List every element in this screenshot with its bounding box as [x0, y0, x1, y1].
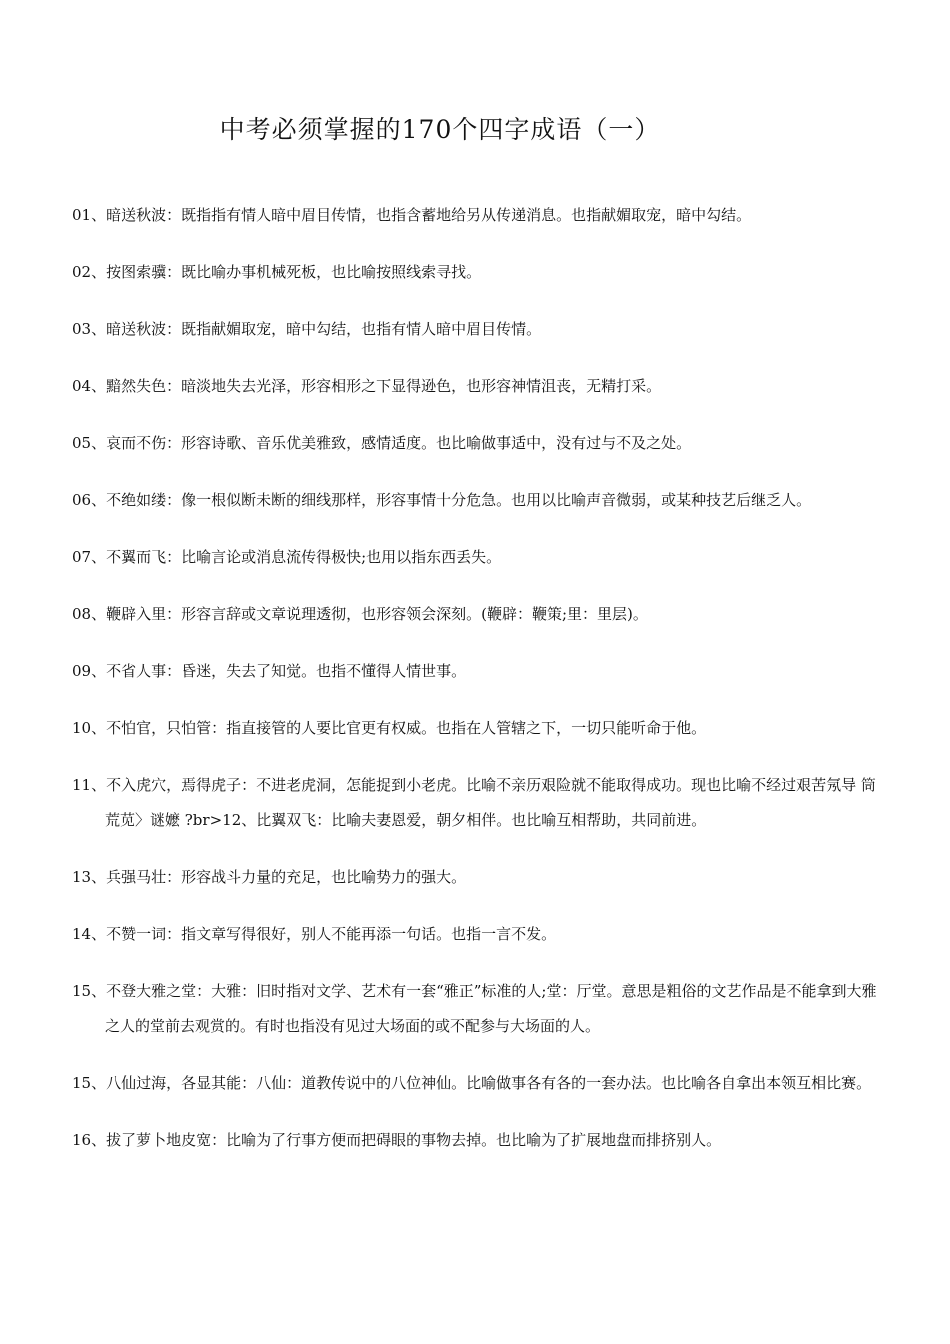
idiom-entry: 08、鞭辟入里：形容言辞或文章说理透彻，也形容领会深刻。(鞭辟：鞭策;里：里层)。 [72, 605, 648, 623]
idiom-entry: 10、不怕官，只怕管：指直接管的人要比官更有权威。也指在人管辖之下，一切只能听命于他。 [72, 719, 707, 737]
idiom-list [72, 198, 884, 1180]
idiom-entry: 15、八仙过海，各显其能：八仙：道教传说中的八位神仙。比喻做事各有各的一套办法。也比喻各自拿出本领互相比赛。 [72, 1074, 872, 1092]
idiom-entry: 09、不省人事：昏迷，失去了知觉。也指不懂得人情世事。 [72, 662, 467, 680]
idiom-entry: 13、兵强马壮：形容战斗力量的充足，也比喻势力的强大。 [72, 868, 467, 886]
idiom-entry: 02、按图索骥：既比喻办事机械死板，也比喻按照线索寻找。 [72, 263, 482, 281]
idiom-entry: 11、不入虎穴，焉得虎子：不进老虎洞，怎能捉到小老虎。比喻不亲历艰险就不能取得成功。现也比喻不经过艰苦氖导 筒荒苋〉谜嬷 ?br>12、比翼双飞：比喻夫妻恩爱，朝夕相伴。也比喻互相帮助，共同前进。 [72, 776, 876, 829]
idiom-entry: 07、不翼而飞：比喻言论或消息流传得极快;也用以指东西丢失。 [72, 548, 502, 566]
idiom-entry: 03、暗送秋波：既指献媚取宠，暗中勾结，也指有情人暗中眉目传情。 [72, 320, 542, 338]
idiom-entry: 16、拔了萝卜地皮宽：比喻为了行事方便而把碍眼的事物去掉。也比喻为了扩展地盘而排挤别人。 [72, 1131, 722, 1149]
idiom-entry: 06、不绝如缕：像一根似断未断的细线那样，形容事情十分危急。也用以比喻声音微弱，或某种技艺后继乏人。 [72, 491, 812, 509]
idiom-entry: 05、哀而不伤：形容诗歌、音乐优美雅致，感情适度。也比喻做事适中，没有过与不及之处。 [72, 434, 692, 452]
idiom-entry: 15、不登大雅之堂：大雅：旧时指对文学、艺术有一套“雅正”标准的人;堂：厅堂。意思是粗俗的文艺作品是不能拿到大雅之人的堂前去观赏的。有时也指没有见过大场面的或不配参与大场面的人。 [72, 982, 877, 1035]
idiom-entry: 04、黯然失色：暗淡地失去光泽，形容相形之下显得逊色，也形容神情沮丧，无精打采。 [72, 377, 662, 395]
page-title: 中考必须掌握的170个四字成语（一） [219, 115, 661, 144]
idiom-entry: 01、暗送秋波：既指指有情人暗中眉目传情，也指含蓄地给另从传递消息。也指献媚取宠，暗中勾结。 [72, 206, 752, 224]
idiom-entry: 14、不赞一词：指文章写得很好，别人不能再添一句话。也指一言不发。 [72, 925, 557, 943]
